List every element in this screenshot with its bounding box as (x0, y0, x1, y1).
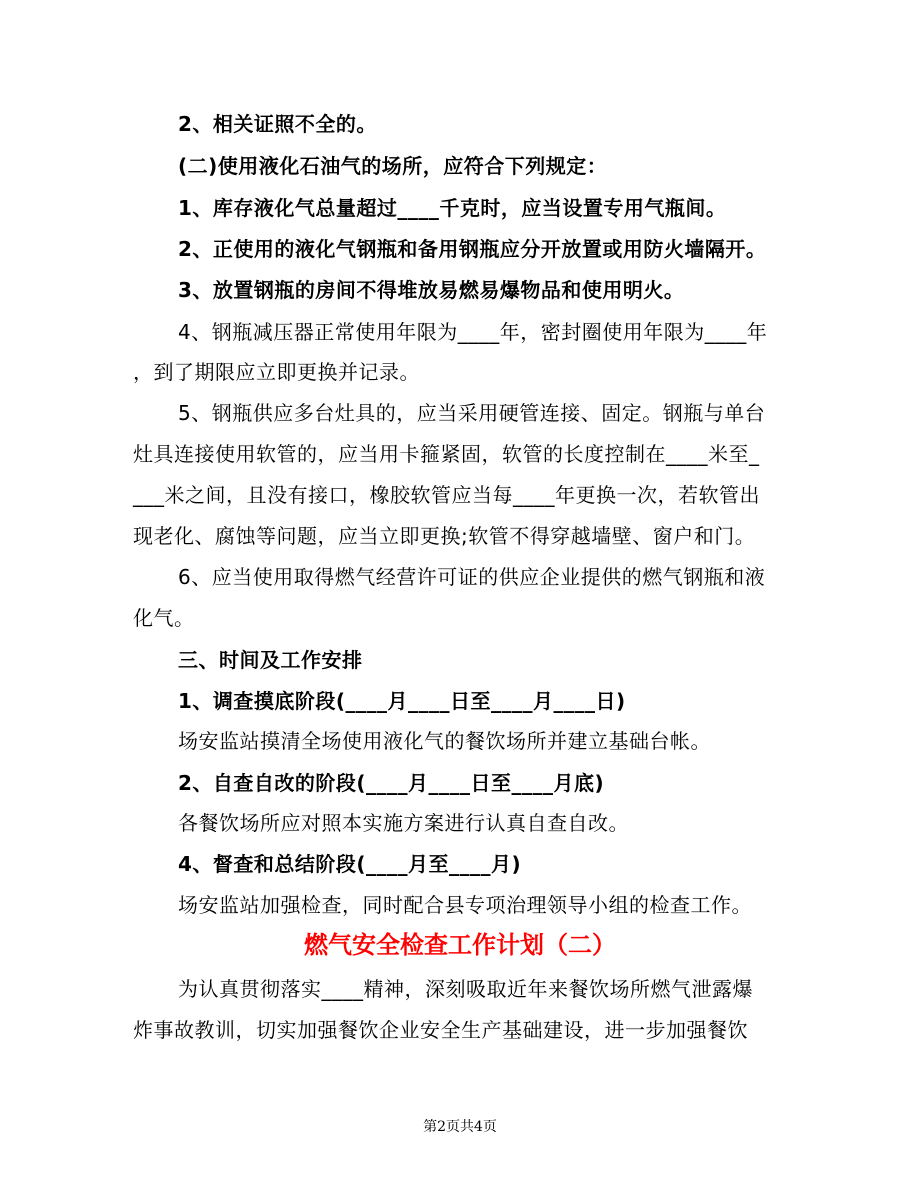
section-heading: (二)使用液化石油气的场所，应符合下列规定： (178, 154, 608, 178)
paragraph-line: 1、库存液化气总量超过____千克时，应当设置专用气瓶间。 (178, 196, 727, 220)
section-heading: 三、时间及工作安排 (178, 648, 363, 672)
paragraph-line: 4、钢瓶减压器正常使用年限为____年，密封圈使用年限为____年 (178, 320, 768, 344)
paragraph-line: 各餐饮场所应对照本实施方案进行认真自查自改。 (178, 811, 629, 835)
document-title: 燃气安全检查工作计划（二） (304, 930, 616, 959)
paragraph-line: 炸事故教训，切实加强餐饮企业安全生产基础建设，进一步加强餐饮 (133, 1018, 748, 1042)
phase-heading: 2、自查自改的阶段(____月____日至____月底) (178, 771, 605, 795)
paragraph-line: 现老化、腐蚀等问题，应当立即更换;软管不得穿越墙壁、窗户和门。 (133, 524, 756, 548)
paragraph-line: 为认真贯彻落实____精神，深刻吸取近年来餐饮场所燃气泄露爆 (178, 977, 753, 1001)
paragraph-line: ___米之间，且没有接口，橡胶软管应当每____年更换一次，若软管出 (133, 483, 760, 507)
paragraph-line: 灶具连接使用软管的，应当用卡箍紧固，软管的长度控制在____米至_ (133, 442, 760, 466)
page-number-footer: 第2页共4页 (423, 1119, 497, 1135)
paragraph-line: 2、相关证照不全的。 (178, 112, 377, 136)
paragraph-line: 化气。 (133, 606, 195, 630)
phase-heading: 1、调查摸底阶段(____月____日至____月____日) (178, 689, 626, 713)
paragraph-line: 6、应当使用取得燃气经营许可证的供应企业提供的燃气钢瓶和液 (178, 565, 766, 589)
paragraph-line: 5、钢瓶供应多台灶具的，应当采用硬管连接、固定。钢瓶与单台 (178, 401, 766, 425)
paragraph-line: 3、放置钢瓶的房间不得堆放易燃易爆物品和使用明火。 (178, 278, 685, 302)
phase-heading: 4、督查和总结阶段(____月至____月) (178, 852, 522, 876)
paragraph-line: 场安监站摸清全场使用液化气的餐饮场所并建立基础台帐。 (178, 729, 711, 753)
paragraph-line: 场安监站加强检查，同时配合县专项治理领导小组的检查工作。 (178, 893, 752, 917)
paragraph-line: ，到了期限应立即更换并记录。 (133, 360, 420, 384)
paragraph-line: 2、正使用的液化气钢瓶和备用钢瓶应分开放置或用防火墙隔开。 (178, 237, 767, 261)
